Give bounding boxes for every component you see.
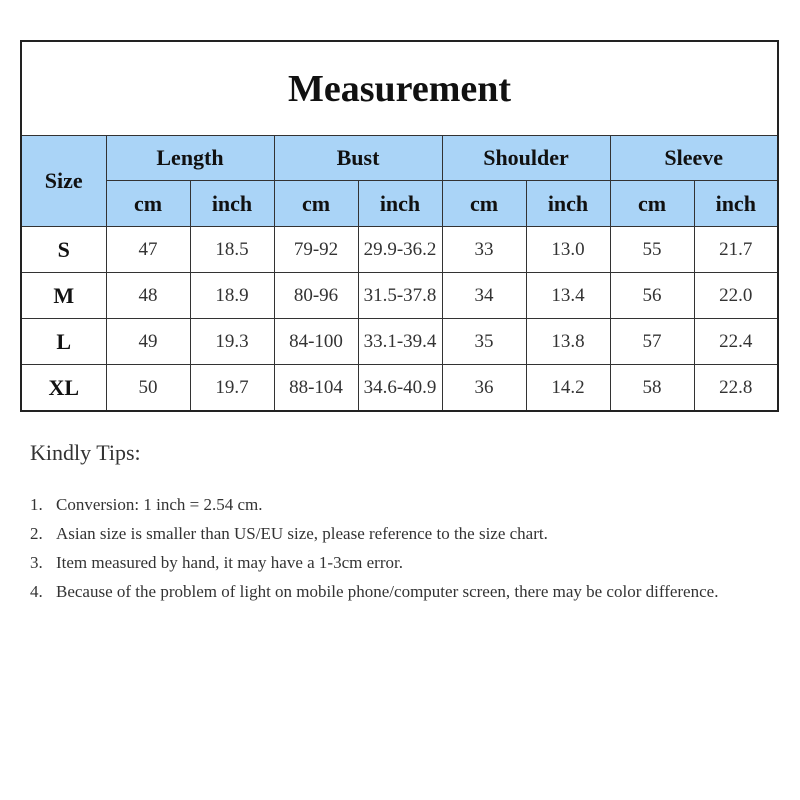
unit-header: cm <box>442 181 526 227</box>
tip-number: 2. <box>30 524 43 543</box>
sleeve-header: Sleeve <box>610 136 778 181</box>
measurement-table <box>20 40 779 412</box>
tip-text: Item measured by hand, it may have a 1-3cm error. <box>56 553 403 572</box>
table-cell: 19.3 <box>190 319 274 365</box>
table-cell: 34 <box>442 273 526 319</box>
table-cell: 56 <box>610 273 694 319</box>
tip-item <box>30 490 770 519</box>
unit-header: cm <box>610 181 694 227</box>
table-cell: 13.8 <box>526 319 610 365</box>
table-cell: 13.0 <box>526 227 610 273</box>
table-cell: 57 <box>610 319 694 365</box>
table-cell: 18.5 <box>190 227 274 273</box>
table-cell: 50 <box>106 365 190 412</box>
table-cell: 29.9-36.2 <box>358 227 442 273</box>
table-cell: 48 <box>106 273 190 319</box>
table-cell: 47 <box>106 227 190 273</box>
table-cell: 49 <box>106 319 190 365</box>
table-cell: 58 <box>610 365 694 412</box>
table-cell: 33.1-39.4 <box>358 319 442 365</box>
table-cell: 36 <box>442 365 526 412</box>
bust-header: Bust <box>274 136 442 181</box>
unit-header: cm <box>274 181 358 227</box>
table-cell: 21.7 <box>694 227 778 273</box>
unit-header: cm <box>106 181 190 227</box>
table-cell: 84-100 <box>274 319 358 365</box>
unit-header: inch <box>358 181 442 227</box>
unit-header: inch <box>526 181 610 227</box>
table-cell: 22.4 <box>694 319 778 365</box>
tips-list <box>30 490 770 606</box>
tip-number: 3. <box>30 553 43 572</box>
tip-text: Because of the problem of light on mobile phone/computer screen, there may be color difference. <box>56 582 719 601</box>
table-row <box>21 365 778 412</box>
table-cell: 31.5-37.8 <box>358 273 442 319</box>
size-cell: XL <box>21 365 106 412</box>
tip-item <box>30 577 770 606</box>
kindly-tips <box>30 440 770 606</box>
size-cell: S <box>21 227 106 273</box>
tip-text: Asian size is smaller than US/EU size, please reference to the size chart. <box>56 524 548 543</box>
tip-item <box>30 519 770 548</box>
tip-number: 4. <box>30 582 43 601</box>
table-cell: 33 <box>442 227 526 273</box>
table-cell: 18.9 <box>190 273 274 319</box>
table-cell: 13.4 <box>526 273 610 319</box>
length-header: Length <box>106 136 274 181</box>
size-cell: M <box>21 273 106 319</box>
table-cell: 34.6-40.9 <box>358 365 442 412</box>
table-title: Measurement <box>21 41 778 136</box>
table-cell: 22.8 <box>694 365 778 412</box>
table-cell: 35 <box>442 319 526 365</box>
table-row <box>21 273 778 319</box>
table-row <box>21 319 778 365</box>
table-cell: 22.0 <box>694 273 778 319</box>
tips-title: Kindly Tips: <box>30 440 141 465</box>
table-cell: 79-92 <box>274 227 358 273</box>
table-row <box>21 227 778 273</box>
unit-header: inch <box>190 181 274 227</box>
tip-text: Conversion: 1 inch = 2.54 cm. <box>56 495 263 514</box>
table-cell: 19.7 <box>190 365 274 412</box>
table-cell: 88-104 <box>274 365 358 412</box>
table-cell: 80-96 <box>274 273 358 319</box>
table-cell: 55 <box>610 227 694 273</box>
tip-number: 1. <box>30 495 43 514</box>
unit-header: inch <box>694 181 778 227</box>
size-column-header: Size <box>21 136 106 227</box>
tip-item <box>30 548 770 577</box>
table-cell: 14.2 <box>526 365 610 412</box>
shoulder-header: Shoulder <box>442 136 610 181</box>
size-cell: L <box>21 319 106 365</box>
